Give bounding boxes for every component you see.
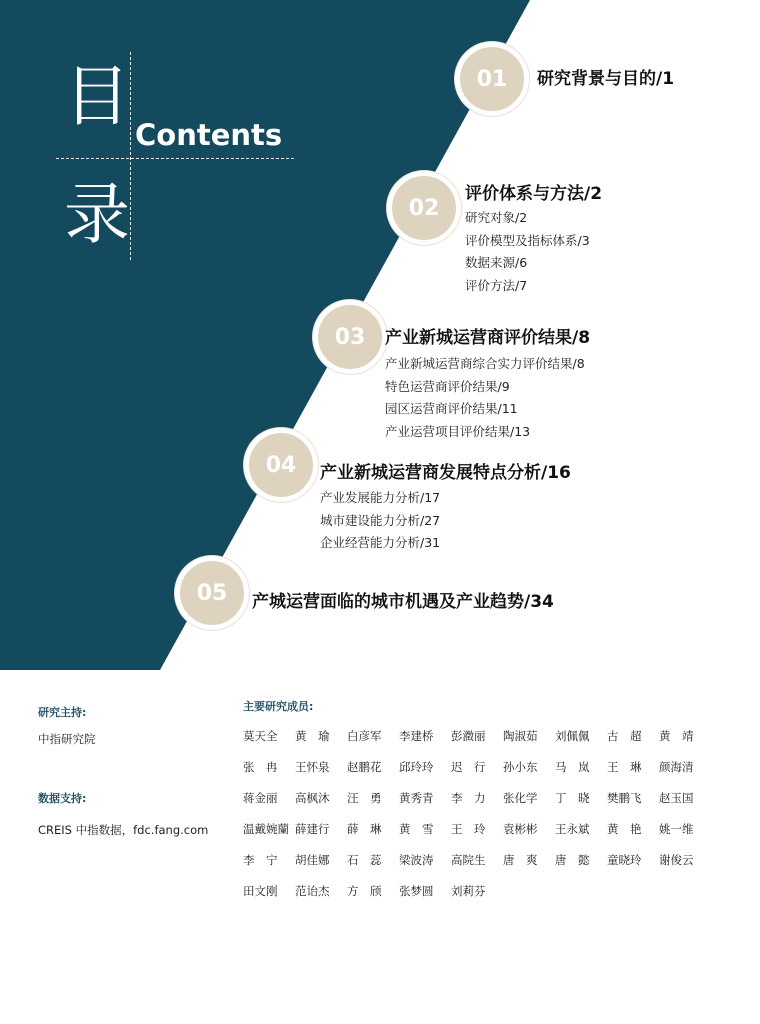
member-name: 童晓玲 [607,853,642,867]
member-name: 张梦圆 [399,884,434,898]
member-name: 汪 勇 [347,791,382,805]
member-name: 高枫沐 [295,791,330,805]
subsection-item[interactable]: 产业新城运营商综合实力评价结果/8 [385,356,585,371]
member-name: 黄 雪 [399,822,434,836]
vertical-dashed-divider [130,52,131,260]
member-name: 薛建行 [295,822,330,836]
member-name: 王怀泉 [295,760,330,774]
member-name: 迟 行 [451,760,486,774]
member-name: 黄秀青 [399,791,434,805]
section-number-badge: 05 [175,556,249,630]
member-name: 黄 艳 [607,822,642,836]
section-title[interactable]: 产业新城运营商发展特点分析/16 [320,463,571,483]
horizontal-dashed-divider [56,158,294,159]
host-label: 研究主持: [38,706,87,719]
section-title[interactable]: 评价体系与方法/2 [465,184,603,204]
section-number-badge: 02 [387,171,461,245]
member-name: 王永斌 [555,822,590,836]
member-name: 范诒杰 [295,884,330,898]
support-label: 数据支持: [38,792,87,805]
section-number-badge: 01 [455,42,529,116]
member-name: 赵鹏花 [347,760,382,774]
subsection-item[interactable]: 特色运营商评价结果/9 [385,378,510,394]
member-name: 谢俊云 [659,853,694,867]
section-title[interactable]: 产业新城运营商评价结果/8 [385,328,591,348]
subsection-item[interactable]: 城市建设能力分析/27 [320,512,441,528]
title-contents: Contents [135,118,283,152]
section-number-badge: 03 [313,300,387,374]
subsection-list [385,353,585,443]
member-name: 田文刚 [243,884,278,898]
member-name: 王 琳 [607,760,642,774]
support-value: CREIS 中指数据，fdc.fang.com [38,823,209,837]
member-name: 樊鹏飞 [607,791,642,805]
title-char-lu: 录 [64,176,130,253]
member-name: 黄 瑜 [295,729,330,743]
member-name: 李 宁 [243,853,278,867]
member-name: 蒋金丽 [243,791,278,805]
subsection-item[interactable]: 研究对象/2 [465,210,528,225]
subsection-item[interactable]: 产业运营项目评价结果/13 [385,423,531,439]
member-name: 孙小东 [503,760,538,774]
member-name: 刘佩佩 [555,729,590,743]
member-name: 邱玲玲 [399,760,434,774]
member-name: 姚一维 [659,822,694,836]
member-name: 丁 晓 [555,791,590,805]
member-name: 颜海清 [659,760,694,774]
member-name: 马 岚 [555,760,590,774]
subsection-list [465,207,590,297]
member-name: 石 蕊 [347,853,382,867]
host-value: 中指研究院 [38,732,96,746]
section-number-badge: 04 [244,428,318,502]
member-name: 张 冉 [243,760,278,774]
member-name: 胡佳娜 [295,853,330,867]
member-name: 刘莉芬 [451,884,486,898]
member-name: 赵玉国 [659,791,694,805]
subsection-item[interactable]: 评价方法/7 [465,277,528,293]
member-name: 古 超 [607,729,642,743]
title-char-mu: 目 [64,58,130,135]
subsection-item[interactable]: 数据来源/6 [465,255,528,270]
member-name: 唐 懿 [555,853,590,867]
section-title[interactable]: 产城运营面临的城市机遇及产业趋势/34 [252,592,554,612]
member-name: 袁彬彬 [503,822,538,836]
member-name: 张化学 [503,791,538,805]
member-name: 梁波涛 [399,853,434,867]
member-name: 莫天全 [243,729,278,743]
subsection-list [320,487,440,555]
member-name: 方 颀 [347,884,382,898]
section-title[interactable]: 研究背景与目的/1 [537,69,675,89]
member-name: 彭瀓丽 [451,729,486,743]
members-label: 主要研究成员: [243,700,314,713]
member-name: 李建桥 [399,729,434,743]
member-name: 陶淑茹 [503,729,538,743]
members-grid [243,727,703,901]
member-name: 唐 爽 [503,853,538,867]
member-name: 薛 琳 [347,822,382,836]
member-name: 黄 靖 [659,729,694,743]
subsection-item[interactable]: 企业经营能力分析/31 [320,535,441,550]
member-name: 白彦军 [347,729,382,743]
member-name: 王 玲 [451,822,486,836]
member-name: 高院生 [451,853,486,867]
subsection-item[interactable]: 评价模型及指标体系/3 [465,232,590,248]
subsection-item[interactable]: 产业发展能力分析/17 [320,490,441,505]
member-name: 李 力 [451,791,486,805]
member-name: 温戴婉蘭 [243,822,289,836]
subsection-item[interactable]: 园区运营商评价结果/11 [385,401,518,416]
